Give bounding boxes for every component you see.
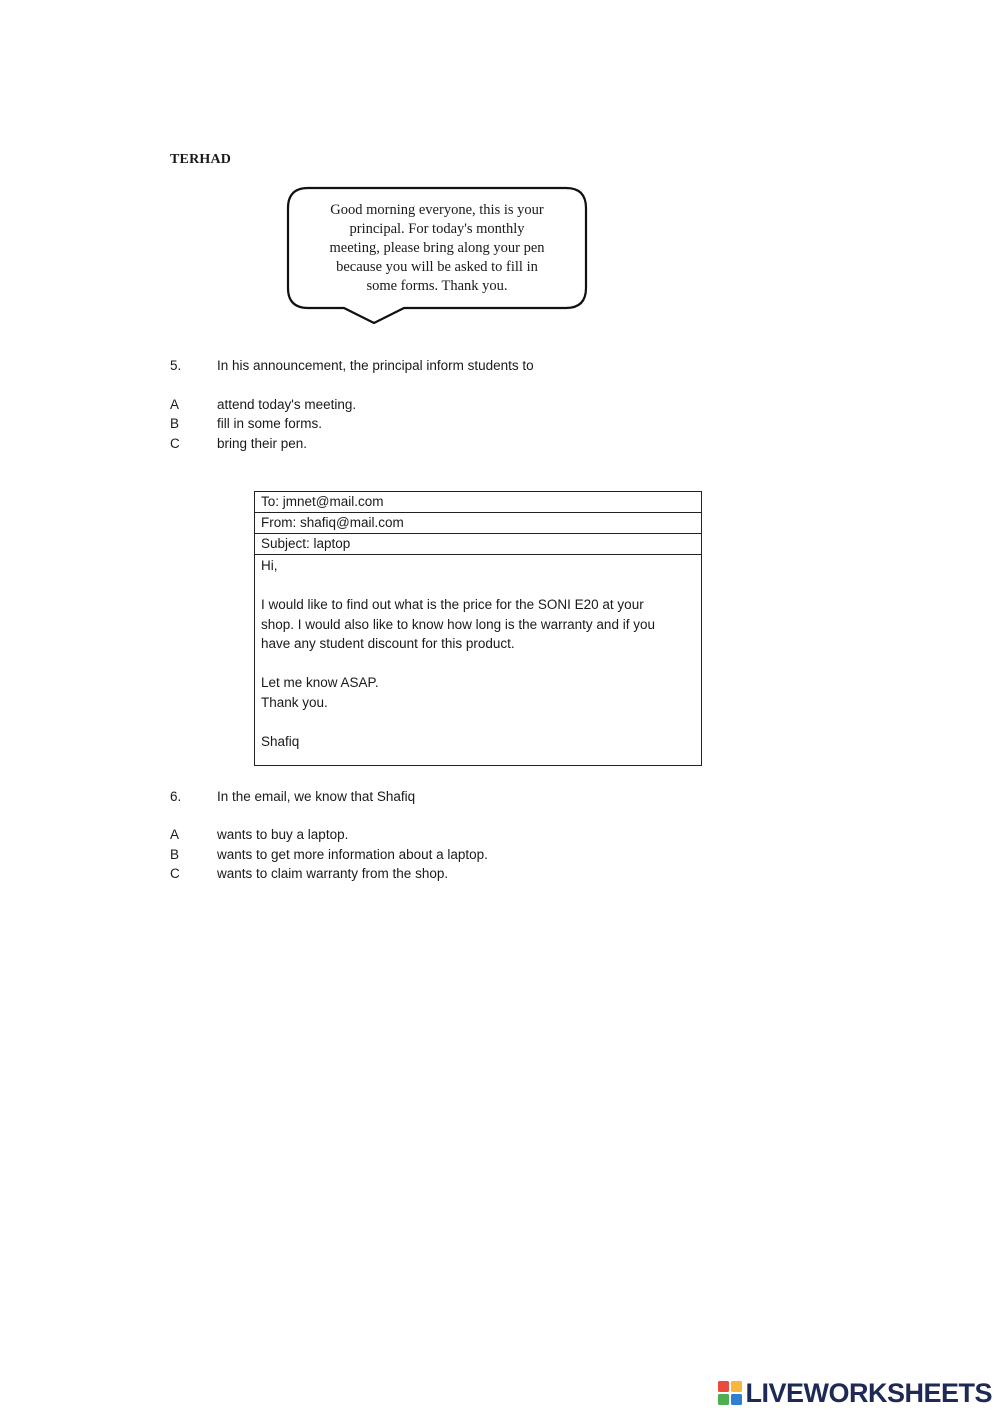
announcement-text <box>298 201 576 296</box>
email-box <box>254 491 702 766</box>
announcement-line: some forms. Thank you. <box>366 278 508 294</box>
question-6-option-c-letter: C <box>170 866 180 881</box>
liveworksheets-logo-icon <box>718 1381 742 1405</box>
liveworksheets-logo-text: LIVEWORKSHEETS <box>745 1378 992 1408</box>
email-body-line <box>261 654 695 674</box>
email-from: From: shafiq@mail.com <box>255 513 701 534</box>
question-6-option-b[interactable]: wants to get more information about a laptop. <box>217 847 488 862</box>
email-body-line: Hi, <box>261 558 278 573</box>
email-to: To: jmnet@mail.com <box>255 492 701 513</box>
question-6-text: In the email, we know that Shafiq <box>217 789 416 804</box>
announcement-line: principal. For today's monthly <box>349 221 525 237</box>
email-body-line: Thank you. <box>261 694 328 710</box>
email-subject: Subject: laptop <box>255 534 701 555</box>
email-body-line <box>261 576 695 596</box>
question-6-option-a[interactable]: wants to buy a laptop. <box>217 827 349 842</box>
announcement-line: Good morning everyone, this is your <box>330 202 544 218</box>
question-6-option-b-letter: B <box>170 847 180 862</box>
page-header: TERHAD <box>170 152 232 167</box>
question-5-option-a-letter: A <box>170 397 180 412</box>
email-body-line: shop. I would also like to know how long is the warranty and if you <box>261 616 655 632</box>
question-5-option-b-letter: B <box>170 416 180 431</box>
question-5-number: 5. <box>170 358 182 373</box>
question-5-text: In his announcement, the principal inform students to <box>217 358 534 373</box>
email-body-line: Shafiq <box>261 733 300 749</box>
question-6-option-a-letter: A <box>170 827 180 842</box>
question-6-number: 6. <box>170 789 182 804</box>
liveworksheets-logo[interactable] <box>718 1378 992 1408</box>
email-body-line: I would like to find out what is the price for the SONI E20 at your <box>261 597 644 612</box>
question-5-option-c[interactable]: bring their pen. <box>217 436 308 451</box>
question-6-option-c[interactable]: wants to claim warranty from the shop. <box>217 866 449 881</box>
email-body <box>255 555 701 751</box>
question-5-option-b[interactable]: fill in some forms. <box>217 416 323 431</box>
email-body-line <box>261 712 695 732</box>
question-5-option-c-letter: C <box>170 436 180 451</box>
question-5-option-a[interactable]: attend today's meeting. <box>217 397 357 412</box>
announcement-line: meeting, please bring along your pen <box>329 240 545 256</box>
email-body-line: Let me know ASAP. <box>261 675 379 690</box>
email-body-line: have any student discount for this product. <box>261 636 515 651</box>
announcement-line: because you will be asked to fill in <box>336 259 538 275</box>
announcement-speech-bubble <box>286 186 588 326</box>
